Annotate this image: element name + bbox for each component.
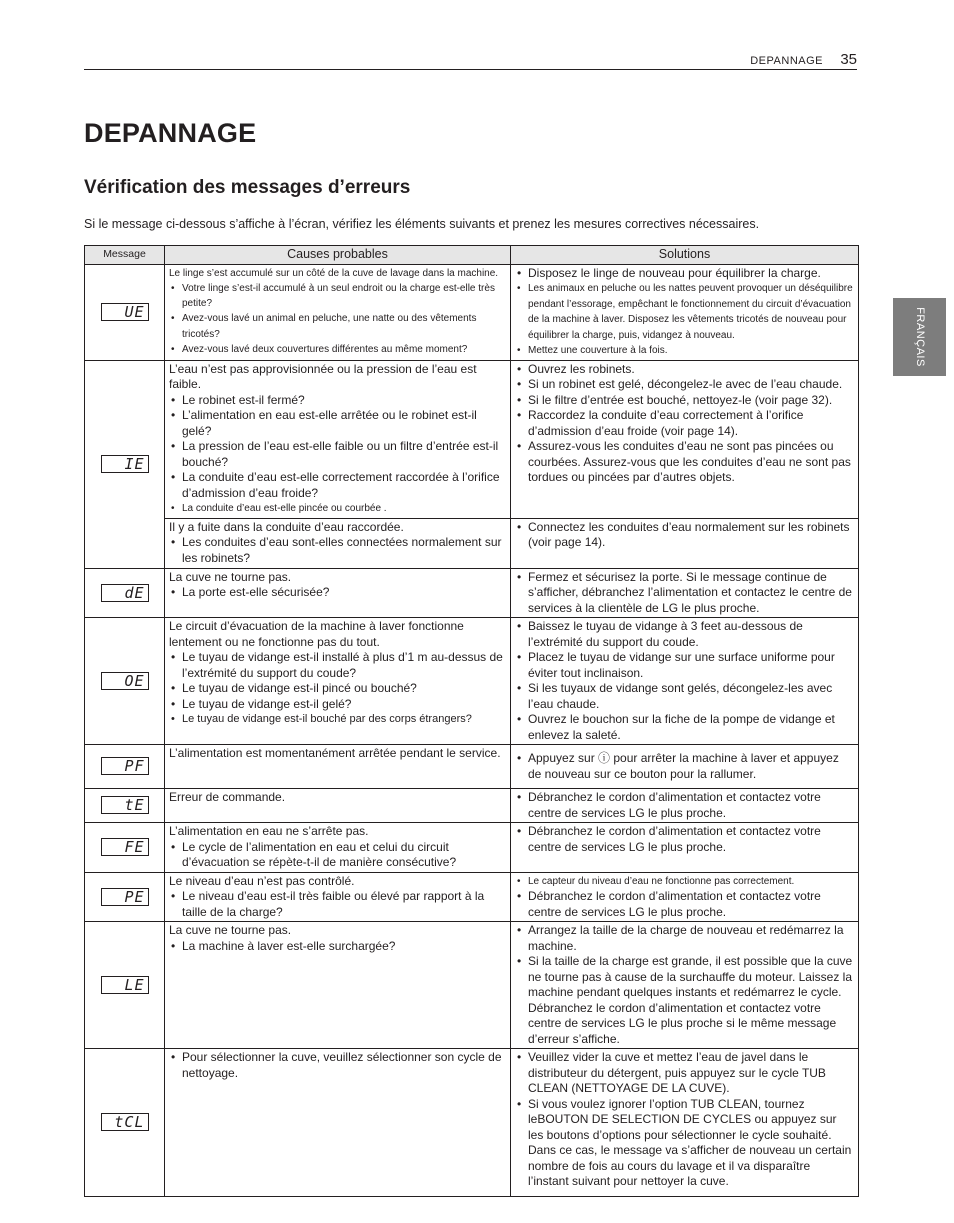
solution-item: • Débranchez le cordon d’alimentation et contactez votre centre de services LG le plus proche. [515,790,854,821]
header-solutions: Solutions [511,246,859,265]
table-row [85,823,859,873]
solution-item: • Arrangez la taille de la charge de nouveau et redémarrez la machine. [515,923,854,954]
error-table [84,245,859,1197]
section-subtitle: Vérification des messages d’erreurs [84,177,411,198]
causes-cell [165,872,511,922]
solution-item: • Raccordez la conduite d’eau correctement à l’orifice d’admission d’eau froide (voir page 14). [515,408,854,439]
solution-item: • Si la taille de la charge est grande, il est possible que la cuve ne tourne pas à cause de la surchauffe du moteur. Laissez la machine pendant quelques instants et redémarrez le cycle. Débranchez le cordon d’alimentation et contactez votre centre de services LG le plus proche si le même message d’erreur s’affiche. [515,954,854,1047]
causes-cell [165,360,511,518]
lcd-code: LE [101,976,149,994]
table-row [85,1049,859,1197]
lcd-code: UE [101,303,149,321]
lcd-code: tCL [101,1113,149,1131]
solution-item: • Le capteur du niveau d’eau ne fonctionne pas correctement. [515,874,854,890]
solutions-cell [511,823,859,873]
cause-item: • Le tuyau de vidange est-il installé à plus d’1 m au-dessus de l’extrémité du support du coude? [169,650,506,681]
solution-item: • Si les tuyaux de vidange sont gelés, décongelez-les avec l’eau chaude. [515,681,854,712]
lcd-code: dE [101,584,149,602]
lcd-code: tE [101,796,149,814]
causes-cell [165,1049,511,1197]
cause-item: • Avez-vous lavé deux couvertures différentes au même moment? [169,342,506,357]
cause-item: • La conduite d’eau est-elle pincée ou courbée . [169,501,506,517]
page-number: 35 [840,51,857,68]
causes-cell [165,518,511,568]
cause-item: • Le tuyau de vidange est-il gelé? [169,697,506,713]
error-code-cell [85,745,165,789]
solutions-cell [511,745,859,789]
solution-item: • Ouvrez les robinets. [515,362,854,378]
error-code-cell [85,264,165,360]
table-row [85,618,859,745]
header-causes: Causes probables [165,246,511,265]
cause-intro: Le linge s’est accumulé sur un côté de la cuve de lavage dans la machine. [169,267,499,279]
lcd-code: PE [101,888,149,906]
lcd-code: PF [101,757,149,775]
running-header [84,52,857,70]
cause-item: • Le tuyau de vidange est-il pincé ou bouché? [169,681,506,697]
cause-item: • Le tuyau de vidange est-il bouché par des corps étrangers? [169,712,506,728]
cause-intro: L’alimentation est momentanément arrêtée pendant le service. [169,746,501,760]
cause-item: • La porte est-elle sécurisée? [169,585,506,601]
causes-cell [165,264,511,360]
cause-item: • Votre linge s’est-il accumulé à un seul endroit ou la charge est-elle très petite? [169,281,506,312]
table-row [85,360,859,518]
cause-intro: La cuve ne tourne pas. [169,569,292,584]
solutions-cell [511,360,859,518]
solutions-cell [511,922,859,1049]
solution-item: • Si le filtre d’entrée est bouché, nettoyez-le (voir page 32). [515,393,854,409]
solution-item: • Connectez les conduites d’eau normalement sur les robinets (voir page 14). [515,520,854,551]
error-code-cell [85,789,165,823]
solution-item: • Si un robinet est gelé, décongelez-le avec de l’eau chaude. [515,377,854,393]
cause-intro: La cuve ne tourne pas. [169,923,292,937]
solutions-cell [511,264,859,360]
solutions-cell [511,518,859,568]
table-row [85,872,859,922]
cause-item: • Le niveau d’eau est-il très faible ou élevé par rapport à la taille de la charge? [169,889,506,920]
cause-item: • Les conduites d’eau sont-elles connectées normalement sur les robinets? [169,535,506,566]
solutions-cell [511,872,859,922]
cause-item: • La pression de l’eau est-elle faible ou un filtre d’entrée est-il bouché? [169,439,506,470]
cause-item: • La machine à laver est-elle surchargée? [169,939,506,955]
solution-item: • Les animaux en peluche ou les nattes peuvent provoquer un déséquilibre pendant l’essorage, empêchant le fonctionnement du circuit d’évacuation de la machine à laver. Disposez les vêtements tricotés de nouveau pour équilibrer la charge, puis, vidangez à nouveau. [515,281,854,343]
table-row [85,745,859,789]
table-row [85,789,859,823]
solution-item: • Disposez le linge de nouveau pour équilibrer la charge. [515,266,854,282]
causes-cell [165,823,511,873]
error-code-cell [85,568,165,618]
error-code-cell [85,1049,165,1197]
solution-item: • Si vous voulez ignorer l’option TUB CLEAN, tournez leBOUTON DE SELECTION DE CYCLES ou appuyez sur les boutons d’options pour sélectionner le cycle souhaité. Dans ce cas, le message va s’afficher de nouveau un certain nombre de fois au cours du lavage et il va disparaître l’instant suivant pour nettoyer la cuve. [515,1097,854,1190]
cause-intro: Il y a fuite dans la conduite d’eau raccordée. [169,519,404,534]
solutions-cell [511,1049,859,1197]
language-tab [893,298,946,376]
table-row [85,922,859,1049]
cause-item: • La conduite d’eau est-elle correctement raccordée à l’orifice d’admission d’eau froide? [169,470,506,501]
error-code-cell [85,922,165,1049]
header-section-label: DEPANNAGE [750,55,823,67]
solution-item: • Appuyez sur ⓘ pour arrêter la machine à laver et appuyez de nouveau sur ce bouton pour la rallumer. [515,751,854,782]
cause-intro: Le circuit d’évacuation de la machine à laver fonctionne lentement ou ne fonctionne pas du tout. [169,619,464,649]
cause-item: • L’alimentation en eau est-elle arrêtée ou le robinet est-il gelé? [169,408,506,439]
error-code-cell [85,823,165,873]
cause-intro: Erreur de commande. [169,790,286,804]
cause-item: • Avez-vous lavé un animal en peluche, une natte ou des vêtements tricotés? [169,311,506,342]
solution-item: • Débranchez le cordon d’alimentation et contactez votre centre de services LG le plus proche. [515,824,854,855]
language-tab-label: FRANÇAIS [913,307,926,367]
page-title: DEPANNAGE [84,118,257,148]
causes-cell [165,789,511,823]
solution-item: • Ouvrez le bouchon sur la fiche de la pompe de vidange et enlevez la saleté. [515,712,854,743]
solution-item: • Assurez-vous les conduites d’eau ne sont pas pincées ou courbées. Assurez-vous que les conduites d’eau ne sont pas tordues ou pincées par d’autres objets. [515,439,854,486]
solution-item: • Baissez le tuyau de vidange à 3 feet au-dessous de l’extrémité du support du coude. [515,619,854,650]
error-code-cell [85,618,165,745]
table-row [85,568,859,618]
table-row [85,264,859,360]
cause-intro: L’eau n’est pas approvisionnée ou la pression de l’eau est faible. [169,361,477,391]
solution-item: • Veuillez vider la cuve et mettez l’eau de javel dans le distributeur du détergent, puis appuyez sur le cycle TUB CLEAN (NETTOYAGE DE LA CUVE). [515,1050,854,1097]
solutions-cell [511,789,859,823]
error-code-cell [85,360,165,568]
solutions-cell [511,568,859,618]
table-header-row [85,246,859,265]
cause-intro: Le niveau d’eau n’est pas contrôlé. [169,873,355,888]
causes-cell [165,922,511,1049]
lcd-code: OE [101,672,149,690]
lcd-code: FE [101,838,149,856]
solution-item: • Fermez et sécurisez la porte. Si le message continue de s’afficher, débranchez l’alimentation et contactez le centre de services à la clientèle de LG le plus proche. [515,570,854,617]
lcd-code: IE [101,455,149,473]
solutions-cell [511,618,859,745]
causes-cell [165,618,511,745]
solution-item: • Mettez une couverture à la fois. [515,343,854,359]
header-message: Message [85,246,165,265]
error-code-cell [85,872,165,922]
cause-intro: L’alimentation en eau ne s’arrête pas. [169,824,369,838]
cause-item: • Le robinet est-il fermé? [169,393,506,409]
causes-cell [165,745,511,789]
intro-paragraph: Si le message ci-dessous s’affiche à l’écran, vérifiez les éléments suivants et prenez les mesures correctives nécessaires. [84,217,760,231]
cause-item: • Pour sélectionner la cuve, veuillez sélectionner son cycle de nettoyage. [169,1050,506,1081]
table-row [85,518,859,568]
cause-item: • Le cycle de l’alimentation en eau et celui du circuit d’évacuation se répète-t-il de manière consécutive? [169,840,506,871]
solution-item: • Placez le tuyau de vidange sur une surface uniforme pour éviter tout inclinaison. [515,650,854,681]
causes-cell [165,568,511,618]
solution-item: • Débranchez le cordon d’alimentation et contactez votre centre de services LG le plus proche. [515,889,854,920]
